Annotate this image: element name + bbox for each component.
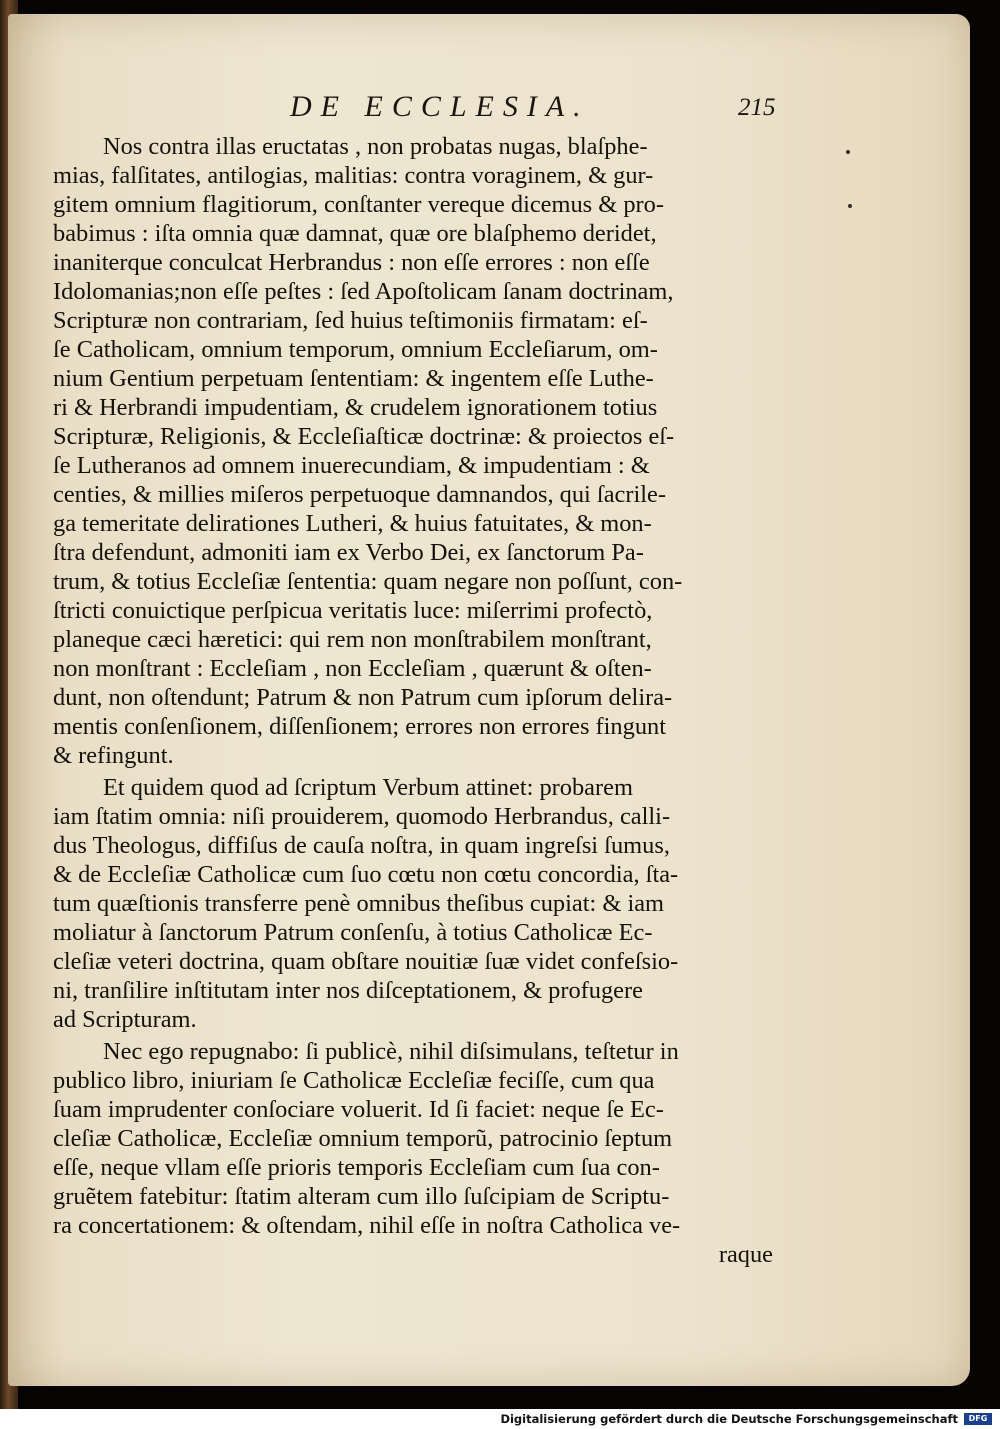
text-line: dunt, non oſtendunt; Patrum & non Patrum cum ipſorum delira- xyxy=(53,684,673,711)
text-line: Nos contra illas eructatas , non probatas nugas, blaſphe- xyxy=(103,133,648,160)
text-line: mias, falſitates, antilogias, malitias: contra voraginem, & gur- xyxy=(53,162,654,189)
text-line: ra concertationem: & oſtendam, nihil eſſe in noſtra Catholica ve- xyxy=(53,1212,681,1239)
text-line: gruẽtem fatebitur: ſtatim alteram cum illo ſuſcipiam de Scriptu- xyxy=(53,1183,670,1210)
text-line: ni, tranſilire inſtitutam inter nos diſceptationem, & profugere xyxy=(53,977,643,1004)
body-text xyxy=(53,132,793,1269)
text-line: ga temeritate delirationes Lutheri, & huius fatuitates, & mon- xyxy=(53,510,652,537)
dfg-logo: DFG xyxy=(964,1413,992,1425)
page-number: 215 xyxy=(738,94,776,121)
text-line: tum quæſtionis transferre penè omnibus theſibus cupiat: & iam xyxy=(53,890,665,917)
text-line: & refingunt. xyxy=(53,742,174,769)
text-line: Nec ego repugnabo: ſi publicè, nihil diſsimulans, teſtetur in xyxy=(103,1038,679,1065)
text-line: ſe Catholicam, omnium temporum, omnium Eccleſiarum, om- xyxy=(53,336,658,363)
text-line: & de Eccleſiæ Catholicæ cum ſuo cœtu non cœtu concordia, ſta- xyxy=(53,861,679,888)
text-line: cleſiæ veteri doctrina, quam obſtare nouitiæ ſuæ videt confeſsio- xyxy=(53,948,679,975)
text-line: gitem omnium flagitiorum, conſtanter vereque dicemus & pro- xyxy=(53,191,664,218)
text-line: mentis conſenſionem, diſſenſionem; errores non errores fingunt xyxy=(53,713,666,740)
text-line: Et quidem quod ad ſcriptum Verbum attinet: probarem xyxy=(103,774,633,801)
text-line: dus Theologus, diffiſus de cauſa noſtra, in quam ingreſsi ſumus, xyxy=(53,832,670,859)
text-line: planeque cæci hæretici: qui rem non monſtrabilem monſtrant, xyxy=(53,626,652,653)
text-line: ad Scripturam. xyxy=(53,1006,197,1033)
text-line: Scripturæ, Religionis, & Eccleſiaſticæ doctrinæ: & proiectos eſ- xyxy=(53,423,675,450)
digitization-footer xyxy=(0,1409,1000,1429)
catchword: raque xyxy=(718,1241,773,1268)
text-line: moliatur à ſanctorum Patrum conſenſu, à totius Catholicæ Ec- xyxy=(53,919,653,946)
text-line: ſtra defendunt, admoniti iam ex Verbo Dei, ex ſanctorum Pa- xyxy=(53,539,644,566)
text-line: cleſiæ Catholicæ, Eccleſiæ omnium temporũ, patrocinio ſeptum xyxy=(53,1125,673,1152)
text-line: publico libro, iniuriam ſe Catholicæ Eccleſiæ feciſſe, cum qua xyxy=(53,1067,655,1094)
text-line: eſſe, neque vllam eſſe prioris temporis Eccleſiam cum ſua con- xyxy=(53,1154,660,1181)
text-line: ſtricti conuictique perſpicua veritatis luce: miſerrimi profectò, xyxy=(53,597,653,624)
text-line: Scripturæ non contrariam, ſed huius teſtimoniis firmatam: eſ- xyxy=(53,307,648,334)
funding-credit: Digitalisierung gefördert durch die Deutsche Forschungsgemeinschaft xyxy=(500,1412,958,1426)
page-header xyxy=(8,90,970,130)
text-line: ſuam imprudenter conſociare voluerit. Id ſi faciet: neque ſe Ec- xyxy=(53,1096,664,1123)
text-line: Idolomanias;non eſſe peſtes : ſed Apoſtolicam ſanam doctrinam, xyxy=(53,278,674,305)
running-head: DE ECCLESIA. xyxy=(290,90,590,123)
ink-speck xyxy=(848,204,852,208)
text-line: babimus : iſta omnia quæ damnat, quæ ore blaſphemo deridet, xyxy=(53,220,657,247)
text-line: ſe Lutheranos ad omnem inuerecundiam, & impudentiam : & xyxy=(53,452,650,479)
text-line: inaniterque conculcat Herbrandus : non eſſe errores : non eſſe xyxy=(53,249,650,276)
text-line: trum, & totius Eccleſiæ ſententia: quam negare non poſſunt, con- xyxy=(53,568,683,595)
text-line: nium Gentium perpetuam ſententiam: & ingentem eſſe Luthe- xyxy=(53,365,654,392)
text-line: non monſtrant : Eccleſiam , non Eccleſiam , quærunt & oſten- xyxy=(53,655,652,682)
ink-speck xyxy=(846,150,850,154)
text-line: ri & Herbrandi impudentiam, & crudelem ignorationem totius xyxy=(53,394,658,421)
book-page xyxy=(8,14,970,1386)
text-line: iam ſtatim omnia: niſi prouiderem, quomodo Herbrandus, calli- xyxy=(53,803,671,830)
text-line: centies, & millies miſeros perpetuoque damnandos, qui ſacrile- xyxy=(53,481,666,508)
